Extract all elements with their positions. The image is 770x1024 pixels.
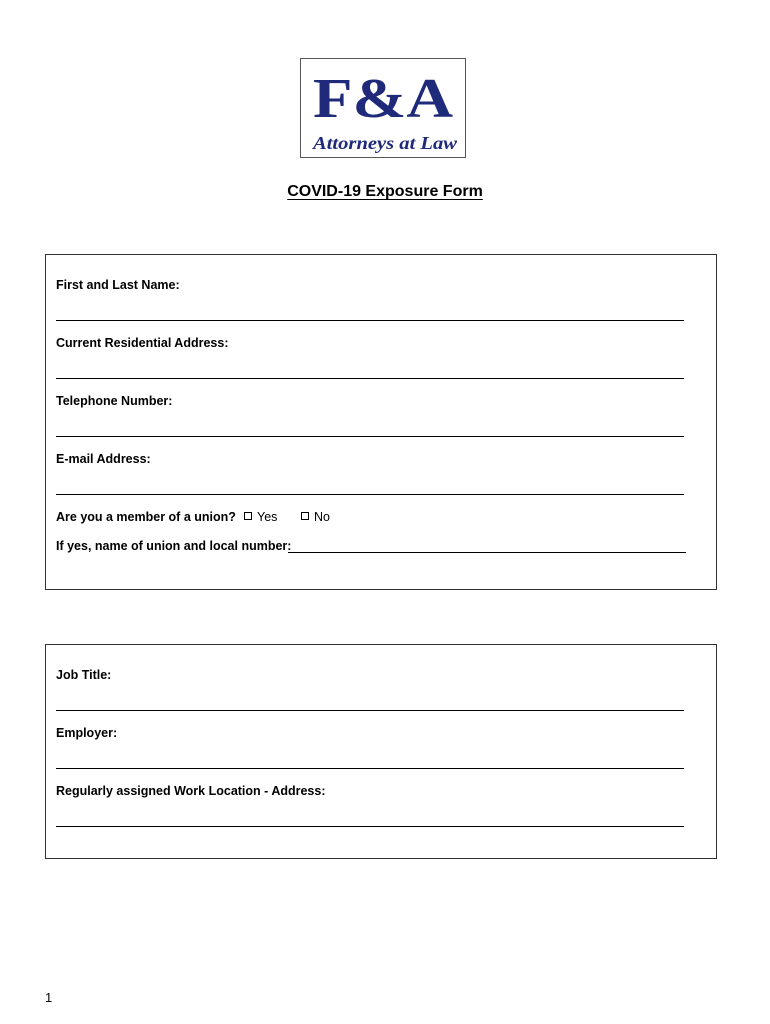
job-title-field[interactable] — [56, 710, 684, 711]
employment-info-section — [45, 644, 717, 859]
union-local-field[interactable] — [288, 552, 686, 553]
address-field[interactable] — [56, 378, 684, 379]
logo-monogram: F&A — [313, 68, 454, 130]
address-label: Current Residential Address: — [56, 336, 229, 350]
name-field[interactable] — [56, 320, 684, 321]
email-field[interactable] — [56, 494, 684, 495]
yes-label: Yes — [257, 510, 278, 524]
union-question-label: Are you a member of a union? — [56, 510, 236, 524]
employer-field[interactable] — [56, 768, 684, 769]
logo-subtitle: Attorneys at Law — [311, 133, 459, 153]
email-label: E-mail Address: — [56, 452, 151, 466]
phone-label: Telephone Number: — [56, 394, 173, 408]
union-no-option[interactable] — [301, 510, 330, 524]
union-yes-option[interactable] — [244, 510, 277, 524]
firm-logo — [300, 58, 466, 158]
work-location-field[interactable] — [56, 826, 684, 827]
union-local-label: If yes, name of union and local number: — [56, 539, 292, 553]
employer-label: Employer: — [56, 726, 118, 740]
personal-info-section — [45, 254, 717, 590]
name-label: First and Last Name: — [56, 278, 180, 292]
firm-logo-graphic — [301, 59, 465, 157]
no-label: No — [314, 510, 330, 524]
job-title-label: Job Title: — [56, 668, 112, 682]
form-title: COVID-19 Exposure Form — [287, 183, 483, 200]
phone-field[interactable] — [56, 436, 684, 437]
page-number: 1 — [45, 990, 53, 1005]
work-location-label: Regularly assigned Work Location - Address: — [56, 784, 326, 798]
union-question-row — [56, 510, 330, 524]
yes-checkbox[interactable] — [244, 512, 252, 520]
no-checkbox[interactable] — [301, 512, 309, 520]
